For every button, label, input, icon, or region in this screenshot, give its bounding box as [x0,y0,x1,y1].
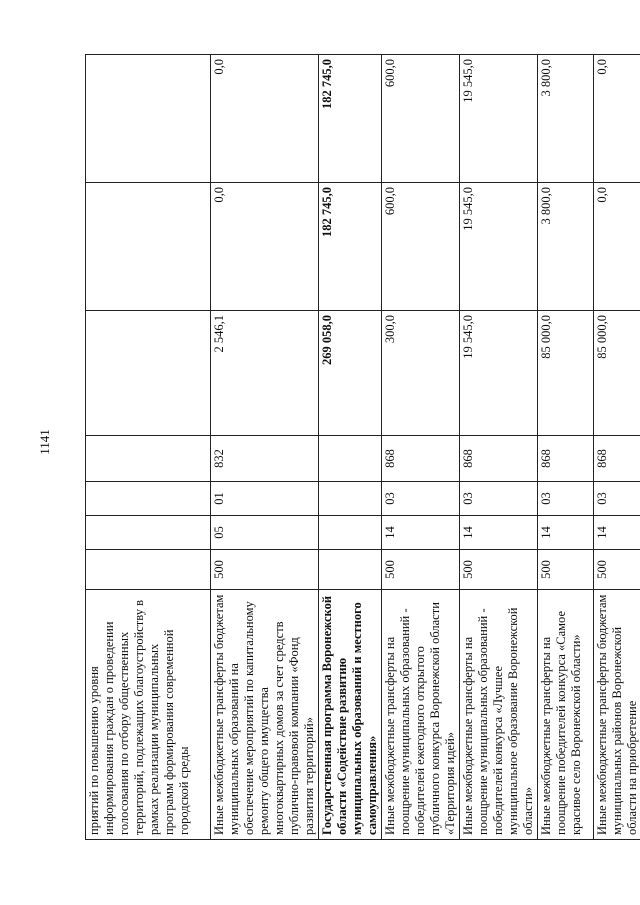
cell-pr: 03 [538,482,594,516]
cell-rz: 14 [538,516,594,550]
cell-value-2: 182 745,0 [319,183,382,311]
cell-value-3: 182 745,0 [319,55,382,183]
cell-pr: 01 [211,482,319,516]
row-name: Иные межбюджетные трансферты на поощрение муниципальных образований - победителей ежегодного открытого публичного конкурса Воронежской области «Территория идей» [382,590,460,840]
cell-value-1: 300,0 [382,311,460,436]
cell-pr: 03 [382,482,460,516]
row-name: приятий по повышению уровня информирования граждан о проведении голосования по отбору общественных территорий, подлежащих благоустройству в рамках реализации муниципальных программ формирования современной городской среды [86,590,211,840]
table-row [382,55,460,840]
cell-value-2: 0,0 [594,183,640,311]
cell-grbs: 500 [211,550,319,590]
cell-vr: 832 [211,436,319,482]
table-row [319,55,382,840]
cell-vr [86,436,211,482]
cell-value-3: 0,0 [211,55,319,183]
cell-value-1 [86,311,211,436]
cell-vr: 868 [538,436,594,482]
cell-value-2: 600,0 [382,183,460,311]
cell-grbs: 500 [382,550,460,590]
cell-value-3: 600,0 [382,55,460,183]
budget-table [85,54,640,840]
row-name: Иные межбюджетные трансферты на поощрение победителей конкурса «Самое красивое село Воронежской области» [538,590,594,840]
cell-value-1: 2 546,1 [211,311,319,436]
cell-vr: 868 [382,436,460,482]
cell-value-3: 0,0 [594,55,640,183]
cell-value-1: 269 058,0 [319,311,382,436]
table-row [460,55,538,840]
table-row [86,55,211,840]
budget-table-container [85,55,639,840]
cell-pr [319,482,382,516]
cell-value-3 [86,55,211,183]
cell-rz: 14 [460,516,538,550]
cell-value-2 [86,183,211,311]
row-name: Государственная программа Воронежской области «Содействие развитию муниципальных образований и местного самоуправления» [319,590,382,840]
row-name: Иные межбюджетные трансферты бюджетам муниципальных образований на обеспечение мероприятий по капитальному ремонту общего имущества многоквартирных домов за счет средств публично-правовой компании «Фонд развития территорий» [211,590,319,840]
cell-value-1: 85 000,0 [538,311,594,436]
cell-rz: 14 [594,516,640,550]
cell-pr: 03 [460,482,538,516]
cell-value-2: 3 800,0 [538,183,594,311]
cell-value-1: 85 000,0 [594,311,640,436]
cell-rz [319,516,382,550]
cell-value-3: 3 800,0 [538,55,594,183]
cell-value-2: 0,0 [211,183,319,311]
cell-grbs: 500 [460,550,538,590]
table-row [594,55,640,840]
cell-pr [86,482,211,516]
cell-vr: 868 [594,436,640,482]
cell-vr [319,436,382,482]
cell-rz [86,516,211,550]
cell-vr: 868 [460,436,538,482]
cell-grbs [319,550,382,590]
cell-value-2: 19 545,0 [460,183,538,311]
cell-rz: 05 [211,516,319,550]
row-name: Иные межбюджетные трансферты на поощрение муниципальных образований - победителей конкурса «Лучшее муниципальное образование Воронежской области» [460,590,538,840]
cell-grbs: 500 [594,550,640,590]
row-name: Иные межбюджетные трансферты бюджетам муниципальных районов Воронежской области на приобретение [594,590,640,840]
cell-pr: 03 [594,482,640,516]
table-row [211,55,319,840]
cell-value-3: 19 545,0 [460,55,538,183]
cell-grbs [86,550,211,590]
table-row [538,55,594,840]
page-number: 1141 [37,429,52,455]
cell-grbs: 500 [538,550,594,590]
cell-value-1: 19 545,0 [460,311,538,436]
cell-rz: 14 [382,516,460,550]
